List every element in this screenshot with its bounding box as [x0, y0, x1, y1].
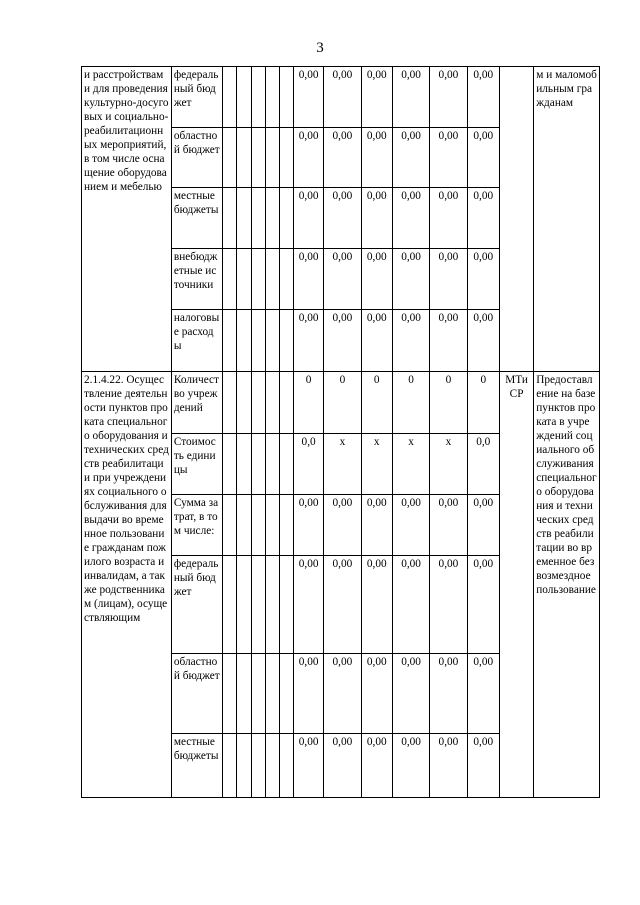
value-cell: x: [361, 434, 392, 495]
source-label: федеральный бюджет: [171, 556, 222, 654]
value-cell: 0,00: [392, 249, 429, 310]
value-cell: x: [430, 434, 467, 495]
value-cell: 0,00: [467, 249, 499, 310]
value-cell: 0,00: [430, 67, 467, 128]
source-label: областной бюджет: [171, 128, 222, 188]
executor-cell: МТиСР: [499, 372, 533, 798]
value-cell: 0,00: [467, 556, 499, 654]
value-cell: 0: [392, 372, 429, 434]
value-cell: 0,00: [392, 188, 429, 249]
value-cell: 0,0: [293, 434, 323, 495]
value-cell: 0,00: [361, 128, 392, 188]
value-cell: 0,00: [361, 67, 392, 128]
value-cell: 0,00: [430, 556, 467, 654]
value-cell: 0,00: [392, 556, 429, 654]
result-note: м и маломобильным гражданам: [534, 67, 600, 372]
value-cell: 0,00: [324, 734, 361, 798]
indicator-label: Сумма затрат, в том числе:: [171, 495, 222, 556]
value-cell: x: [324, 434, 361, 495]
page-number: 3: [316, 40, 324, 56]
value-cell: 0,00: [392, 734, 429, 798]
value-cell: 0,00: [467, 734, 499, 798]
value-cell: x: [392, 434, 429, 495]
value-cell: 0,00: [467, 495, 499, 556]
value-cell: 0,00: [361, 654, 392, 734]
table-row: [82, 372, 600, 434]
indicator-label: Количество учреждений: [171, 372, 222, 434]
table-row: [82, 67, 600, 128]
value-cell: 0,00: [324, 310, 361, 372]
value-cell: 0,00: [430, 128, 467, 188]
value-cell: 0,00: [467, 67, 499, 128]
value-cell: 0,00: [324, 654, 361, 734]
value-cell: 0: [293, 372, 323, 434]
value-cell: 0,00: [467, 188, 499, 249]
value-cell: 0,00: [324, 67, 361, 128]
value-cell: 0,00: [361, 495, 392, 556]
source-label: налоговые расходы: [171, 310, 222, 372]
value-cell: 0,00: [430, 310, 467, 372]
value-cell: 0,00: [430, 188, 467, 249]
value-cell: 0,00: [324, 188, 361, 249]
value-cell: 0,00: [430, 734, 467, 798]
value-cell: 0,00: [293, 67, 323, 128]
source-label: местные бюджеты: [171, 734, 222, 798]
value-cell: 0,00: [392, 67, 429, 128]
value-cell: 0,00: [392, 310, 429, 372]
value-cell: 0,00: [293, 249, 323, 310]
value-cell: 0,00: [293, 734, 323, 798]
value-cell: 0,00: [392, 128, 429, 188]
value-cell: 0: [467, 372, 499, 434]
value-cell: 0,00: [430, 495, 467, 556]
value-cell: 0,00: [430, 654, 467, 734]
value-cell: 0,00: [430, 249, 467, 310]
value-cell: 0,00: [293, 310, 323, 372]
source-label: внебюджетные источники: [171, 249, 222, 310]
executor-cell: [499, 67, 533, 372]
value-cell: 0,0: [467, 434, 499, 495]
value-cell: 0,00: [324, 556, 361, 654]
value-cell: 0,00: [324, 495, 361, 556]
value-cell: 0,00: [361, 249, 392, 310]
value-cell: 0,00: [324, 249, 361, 310]
value-cell: 0: [430, 372, 467, 434]
source-label: местные бюджеты: [171, 188, 222, 249]
measure-description: 2.1.4.22. Осуществление деятельности пунктов проката специального оборудования и технических средств реабилитации при учреждениях социального обслуживания для выдачи во временное пользование гражданам пожилого возраста и инвалидам, а также родственникам (лицам), осуществляющим: [82, 372, 172, 798]
value-cell: 0,00: [361, 310, 392, 372]
value-cell: 0,00: [467, 310, 499, 372]
source-label: областной бюджет: [171, 654, 222, 734]
measure-description: и расстройствами для проведения культурно-досуговых и социально-реабилитационных мероприятий, в том числе оснащение оборудованием и мебелью: [82, 67, 172, 372]
value-cell: 0,00: [467, 654, 499, 734]
value-cell: 0,00: [392, 654, 429, 734]
value-cell: 0,00: [324, 128, 361, 188]
value-cell: 0: [361, 372, 392, 434]
value-cell: 0,00: [293, 556, 323, 654]
value-cell: 0,00: [293, 128, 323, 188]
budget-table: [81, 66, 600, 798]
value-cell: 0,00: [392, 495, 429, 556]
value-cell: 0,00: [293, 188, 323, 249]
value-cell: 0,00: [293, 654, 323, 734]
value-cell: 0,00: [467, 128, 499, 188]
value-cell: 0: [324, 372, 361, 434]
source-label: федеральный бюджет: [171, 67, 222, 128]
value-cell: 0,00: [361, 734, 392, 798]
value-cell: 0,00: [361, 188, 392, 249]
value-cell: 0,00: [361, 556, 392, 654]
result-note: Предоставление на базе пунктов проката в учреждений социального обслуживания специального оборудования и технических средств реабилитации во временное безвозмездное пользование: [534, 372, 600, 798]
indicator-label: Стоимость единицы: [171, 434, 222, 495]
value-cell: 0,00: [293, 495, 323, 556]
